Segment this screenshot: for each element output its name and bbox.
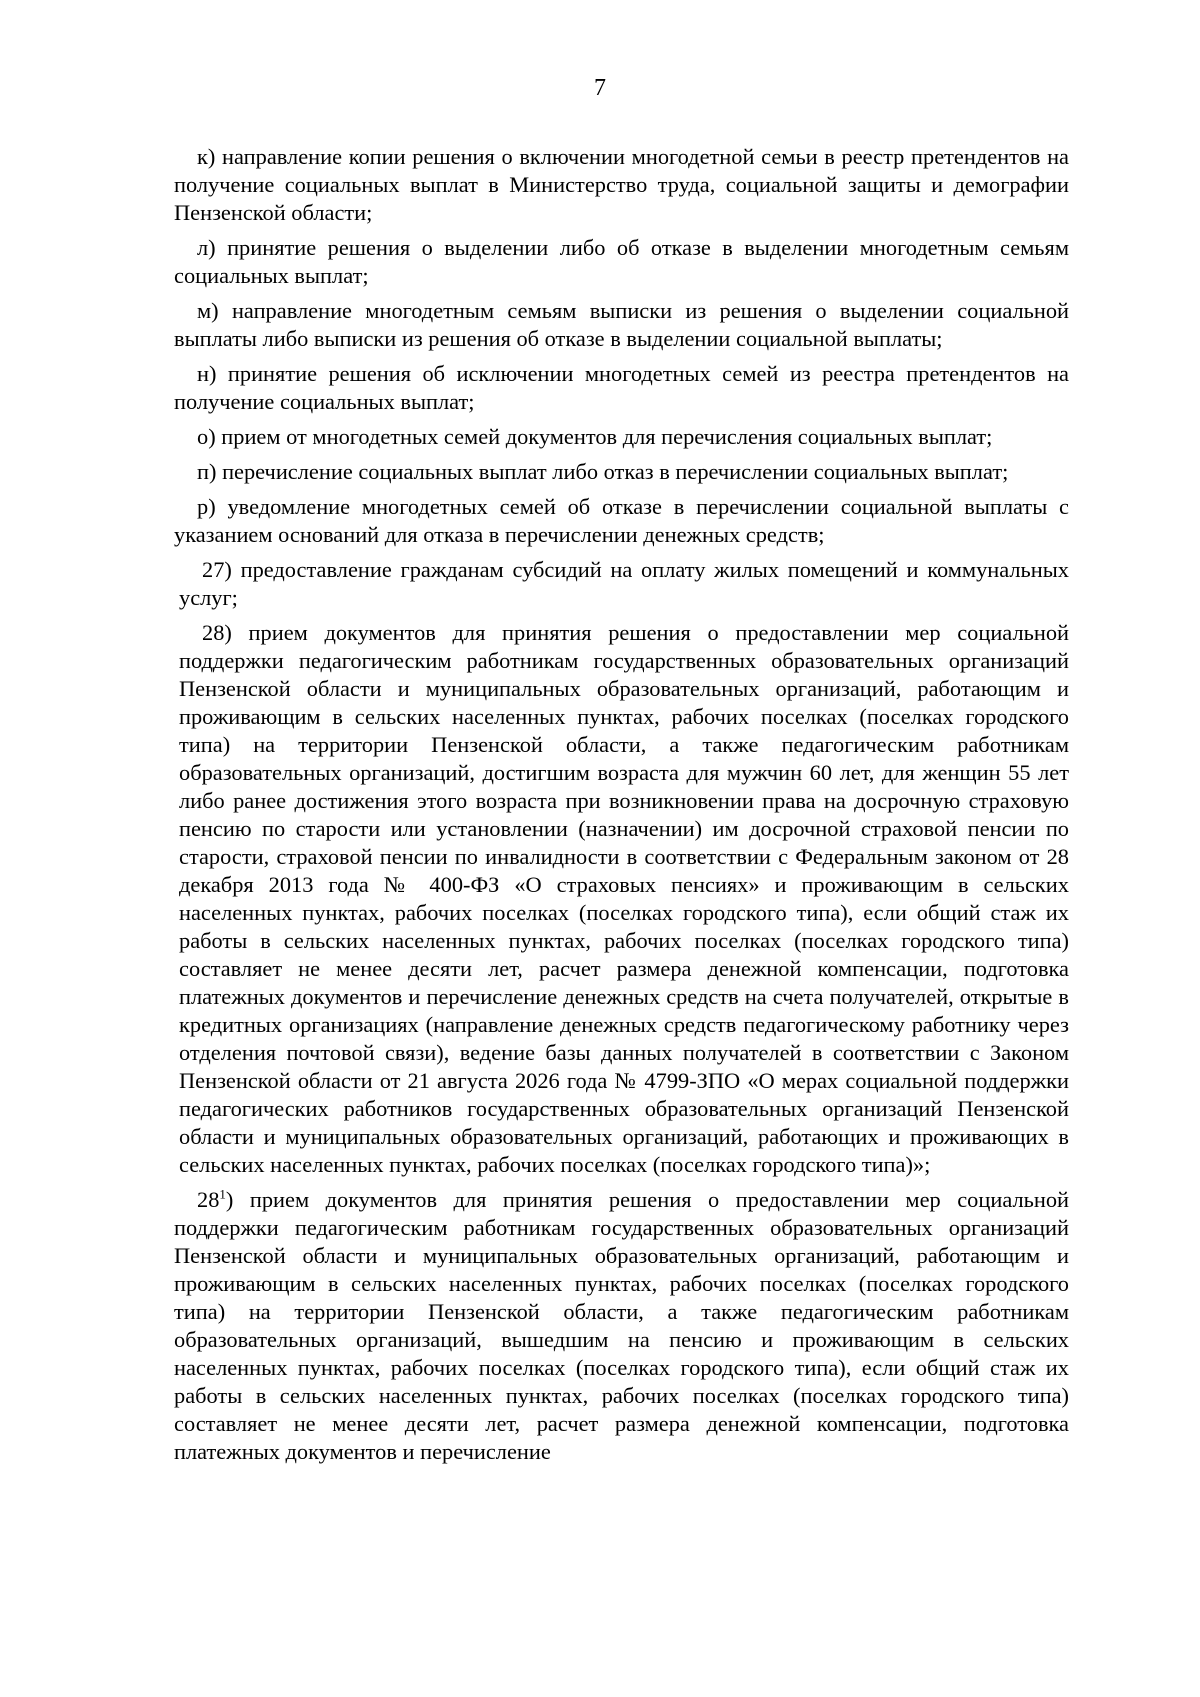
paragraph-m bbox=[174, 297, 1069, 353]
paragraph-text: уведомление многодетных семей об отказе в перечислении социальной выплаты с указанием оснований для отказа в перечислении денежных средств; bbox=[174, 494, 1069, 547]
paragraph-text: прием документов для принятия решения о предоставлении мер социальной поддержки педагогическим работникам государственных образовательных организаций Пензенской области и муниципальных образовательных организаций, работающим и проживающим в сельских населенных пунктах, рабочих поселках (поселках городского типа) на территории Пензенской области, а также педагогическим работникам образовательных организаций, достигшим возраста для мужчин 60 лет, для женщин 55 лет либо ранее достижения этого возраста при возникновении права на досрочную страховую пенсию по старости или установлении (назначении) им досрочной страховой пенсии по старости, страховой пенсии по инвалидности в соответствии с Федеральным законом от 28 декабря 2013 года № 400-ФЗ «О страховых пенсиях» и проживающим в сельских населенных пунктах, рабочих поселках (поселках городского типа), если общий стаж их работы в сельских населенных пунктах, рабочих поселках (поселках городского типа) составляет не менее десяти лет, расчет размера денежной компенсации, подготовка платежных документов и перечисление денежных средств на счета получателей, открытые в кредитных организациях (направление денежных средств педагогическому работнику через отделения почтовой связи), ведение базы данных получателей в соответствии с Законом Пензенской области от 21 августа 2026 года № 4799-ЗПО «О мерах социальной поддержки педагогических работников государственных образовательных организаций Пензенской области и муниципальных образовательных организаций, работающих и проживающих в сельских населенных пунктах, рабочих поселках (поселках городского типа)»; bbox=[179, 620, 1069, 1177]
paragraph-p bbox=[174, 458, 1069, 486]
paragraph-l bbox=[174, 234, 1069, 290]
paragraph-text: направление многодетным семьям выписки из решения о выделении социальной выплаты либо выписки из решения об отказе в выделении социальной выплаты; bbox=[174, 298, 1069, 351]
item-marker-superscript: 1 bbox=[219, 1186, 226, 1202]
paragraph-28-1 bbox=[174, 1186, 1069, 1466]
document-body bbox=[174, 143, 1069, 1473]
item-marker: м) bbox=[197, 298, 219, 323]
paragraph-27 bbox=[174, 556, 1069, 612]
paragraph-28 bbox=[174, 619, 1069, 1179]
paragraph-text: направление копии решения о включении многодетной семьи в реестр претендентов на получение социальных выплат в Министерство труда, социальной защиты и демографии Пензенской области; bbox=[174, 144, 1069, 225]
item-marker: 27) bbox=[202, 557, 232, 582]
paragraph-k bbox=[174, 143, 1069, 227]
paragraph-text: прием от многодетных семей документов для перечисления социальных выплат; bbox=[221, 424, 993, 449]
paragraph-n bbox=[174, 360, 1069, 416]
paragraph-text: перечисление социальных выплат либо отказ в перечислении социальных выплат; bbox=[222, 459, 1009, 484]
paragraph-text: предоставление гражданам субсидий на оплату жилых помещений и коммунальных услуг; bbox=[179, 557, 1069, 610]
item-marker-suffix: ) bbox=[225, 1187, 234, 1212]
item-marker: 28) bbox=[202, 620, 232, 645]
item-marker: л) bbox=[197, 235, 216, 260]
item-marker: 28 bbox=[197, 1187, 220, 1212]
paragraph-text: принятие решения о выделении либо об отказе в выделении многодетным семьям социальных выплат; bbox=[174, 235, 1069, 288]
item-marker: п) bbox=[197, 459, 217, 484]
item-marker: о) bbox=[197, 424, 216, 449]
paragraph-r bbox=[174, 493, 1069, 549]
item-marker: к) bbox=[197, 144, 216, 169]
paragraph-text: прием документов для принятия решения о предоставлении мер социальной поддержки педагогическим работникам государственных образовательных организаций Пензенской области и муниципальных образовательных организаций, работающим и проживающим в сельских населенных пунктах, рабочих поселках (поселках городского типа) на территории Пензенской области, а также педагогическим работникам образовательных организаций, вышедшим на пенсию и проживающим в сельских населенных пунктах, рабочих поселках (поселках городского типа), если общий стаж их работы в сельских населенных пунктах, рабочих поселках (поселках городского типа) составляет не менее десяти лет, расчет размера денежной компенсации, подготовка платежных документов и перечисление bbox=[174, 1187, 1070, 1464]
page-number: 7 bbox=[594, 75, 606, 101]
paragraph-text: принятие решения об исключении многодетных семей из реестра претендентов на получение социальных выплат; bbox=[174, 361, 1069, 414]
item-marker: н) bbox=[197, 361, 217, 386]
item-marker: р) bbox=[197, 494, 216, 519]
paragraph-o bbox=[174, 423, 1069, 451]
